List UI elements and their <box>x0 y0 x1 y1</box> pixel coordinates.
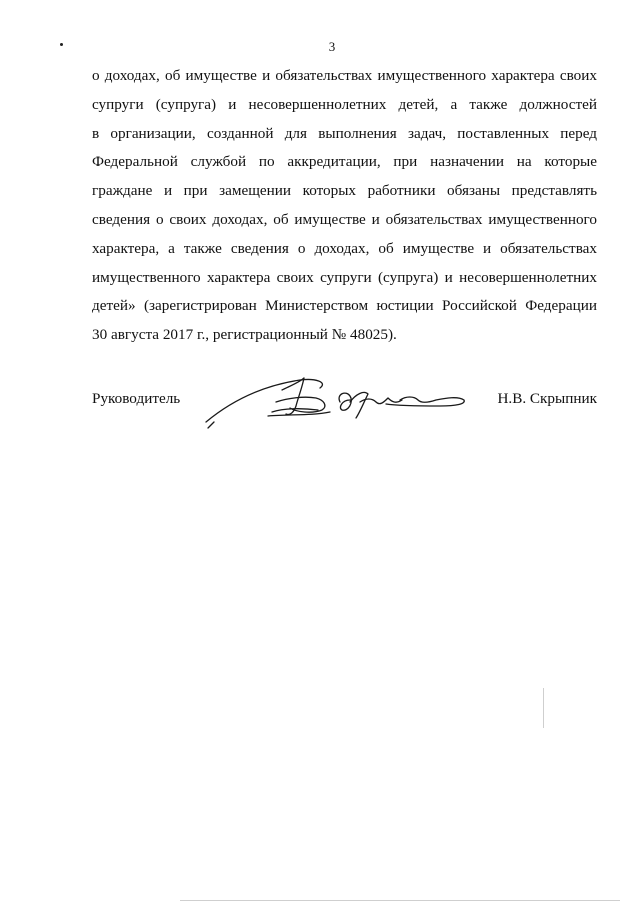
text-line: сведения о своих доходах, об имуществе и обязательствах имущественного <box>92 210 597 228</box>
text-line: Федеральной службой по аккредитации, при назначении на которые <box>92 153 597 171</box>
text-line: детей» (зарегистрирован Министерством юстиции Российской Федерации <box>92 297 597 315</box>
scan-artifact <box>180 900 620 901</box>
text-line: о доходах, об имуществе и обязательствах имущественного характера своих <box>92 67 597 84</box>
text-line: в организации, созданной для выполнения задач, поставленных перед <box>92 124 597 142</box>
body-text <box>92 62 597 350</box>
signatory-role: Руководитель <box>92 390 181 407</box>
scan-dot <box>60 43 63 46</box>
text-line: имущественного характера своих супруги (супруга) и несовершеннолетних <box>92 268 597 286</box>
signatory-name: Н.В. Скрыпник <box>497 390 597 407</box>
handwritten-signature-icon <box>200 372 470 434</box>
page-number: 3 <box>328 39 336 54</box>
text-line: супруги (супруга) и несовершеннолетних детей, а также должностей <box>92 95 597 113</box>
text-line: граждане и при замещении которых работники обязаны представлять <box>92 182 597 200</box>
text-line: 30 августа 2017 г., регистрационный № 48025). <box>92 326 397 344</box>
scan-artifact <box>543 688 544 728</box>
text-line: характера, а также сведения о доходах, об имуществе и обязательствах <box>92 239 597 257</box>
signature-block <box>92 380 597 430</box>
